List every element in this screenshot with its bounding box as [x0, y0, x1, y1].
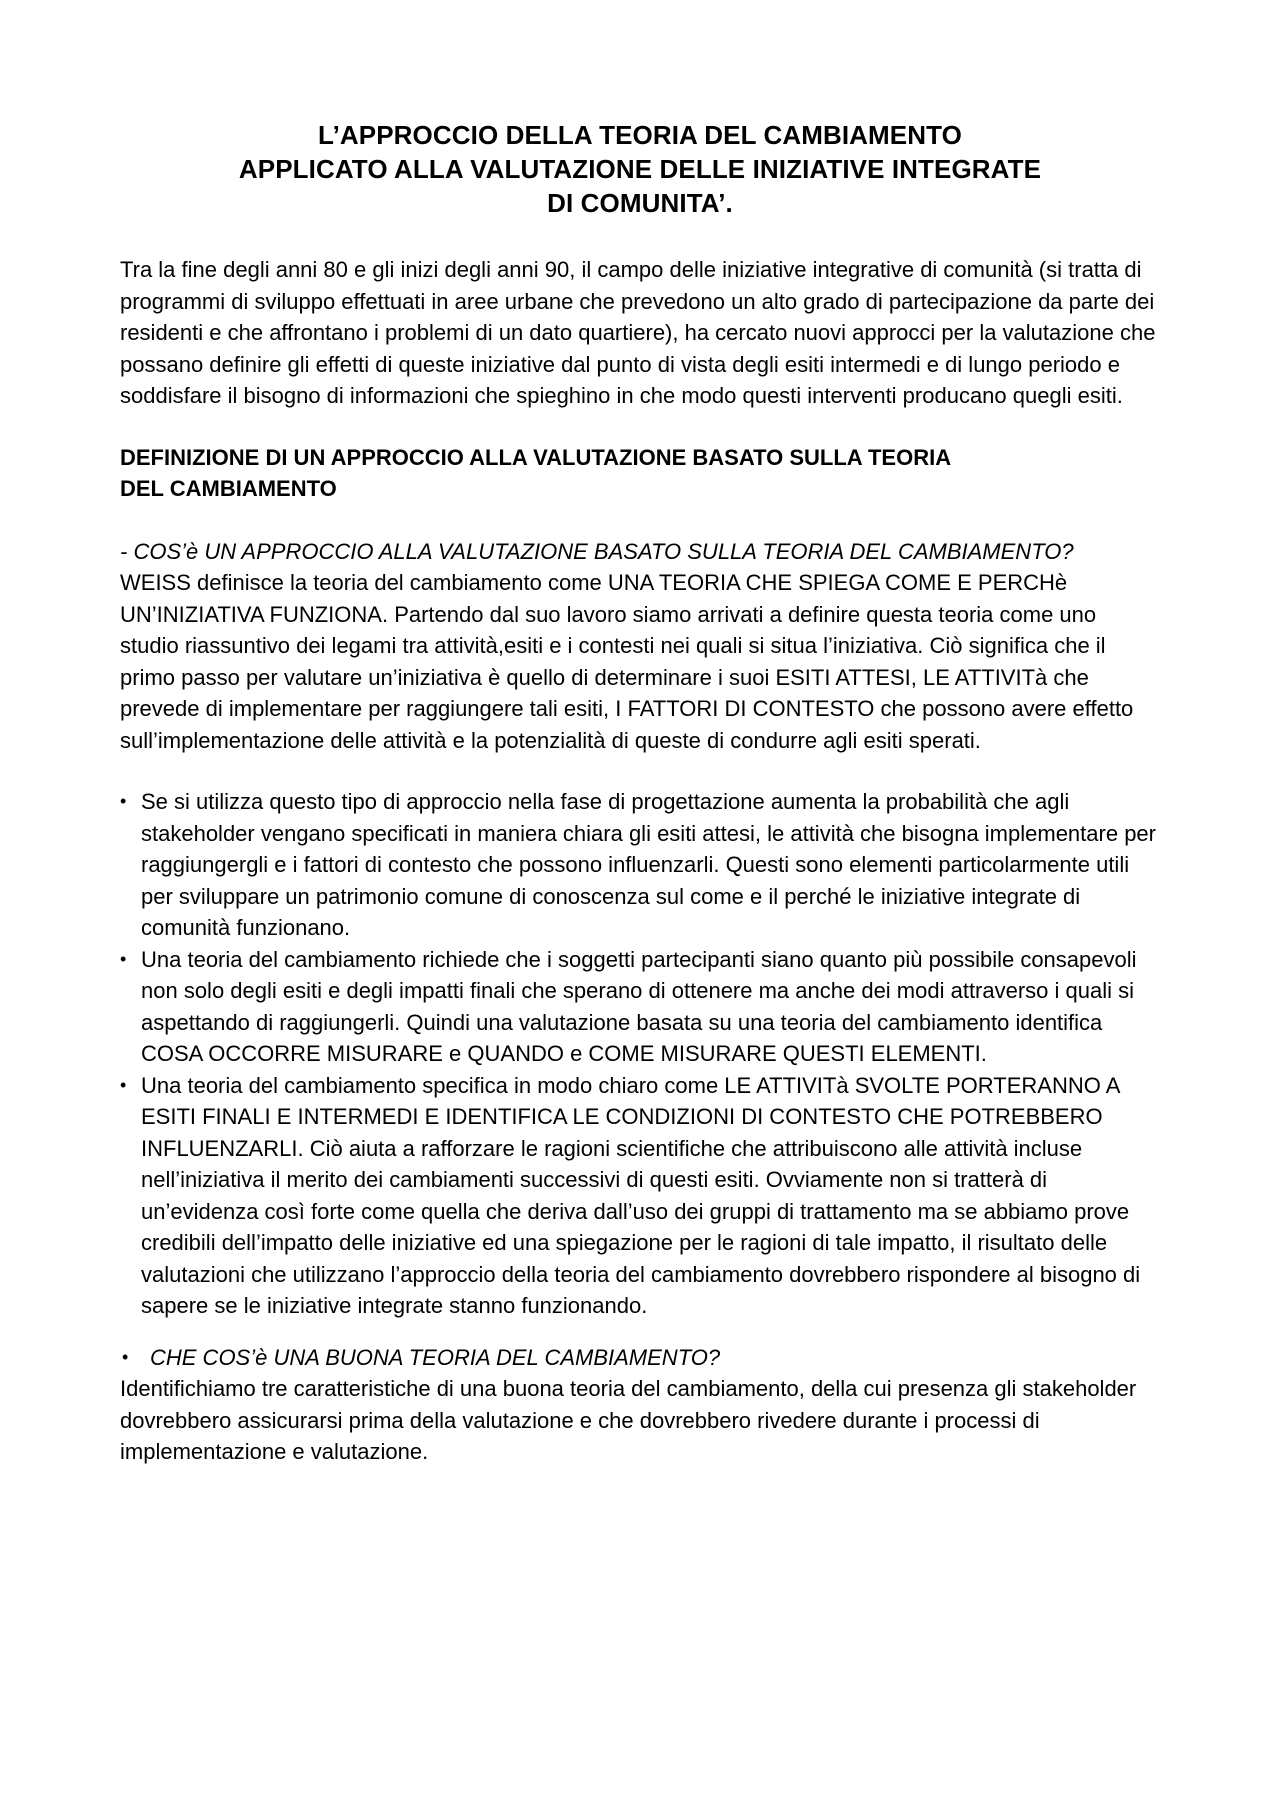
list-item-text: Se si utilizza questo tipo di approccio nella fase di progettazione aumenta la probabilità che agli stakeholder vengano specificati in maniera chiara gli esiti attesi, le attività che bisogna implementare per raggiungergli e i fattori di contesto che possono influenzarli. Questi sono elementi particolarmente utili per sviluppare un patrimonio comune di conoscenza sul come e il perché le iniziative integrate di comunità funzionano. — [141, 789, 1156, 940]
title-line-1: L’APPROCCIO DELLA TEORIA DEL CAMBIAMENTO — [318, 120, 962, 150]
question-good-theory-text: CHE COS’è UNA BUONA TEORIA DEL CAMBIAMENTO? — [150, 1344, 721, 1370]
title-line-3: DI COMUNITA’. — [547, 188, 733, 218]
document-title — [120, 118, 1160, 220]
bullet-icon: • — [120, 791, 127, 811]
closing-paragraph: Identifichiamo tre caratteristiche di una buona teoria del cambiamento, della cui presenza gli stakeholder dovrebbero assicurarsi prima della valutazione e che dovrebbero rivedere durante i processi di implementazione e valutazione. — [120, 1376, 1137, 1464]
question-what-is-approach: - COS’è UN APPROCCIO ALLA VALUTAZIONE BASATO SULLA TEORIA DEL CAMBIAMENTO? — [120, 538, 1074, 564]
intro-paragraph: Tra la fine degli anni 80 e gli inizi degli anni 90, il campo delle iniziative integrative di comunità (si tratta di programmi di sviluppo effettuati in aree urbane che prevedono un alto grado di partecipazione da parte dei residenti e che affrontano i problemi di un dato quartiere), ha cercato nuovi approcci per la valutazione che possano definire gli effetti di queste iniziative dal punto di vista degli esiti intermedi e di lungo periodo e soddisfare il bisogno di informazioni che spieghino in che modo questi interventi producano quegli esiti. — [120, 257, 1156, 408]
bullet-icon: • — [120, 948, 127, 969]
list-item-text: Una teoria del cambiamento richiede che i soggetti partecipanti siano quanto più possibile consapevoli non solo degli esiti e degli impatti finali che sperano di ottenere ma anche dei modi attraverso i quali si aspettando di raggiungerli. Quindi una valutazione basata su una teoria del cambiamento identifica COSA OCCORRE MISURARE e QUANDO e COME MISURARE QUESTI ELEMENTI. — [141, 946, 1137, 1066]
bullet-icon: • — [122, 1346, 129, 1367]
section-heading-line-1: DEFINIZIONE DI UN APPROCCIO ALLA VALUTAZIONE BASATO SULLA TEORIA — [120, 444, 952, 470]
question-good-theory — [120, 1342, 1160, 1374]
list-item — [120, 786, 1160, 944]
list-item — [120, 1070, 1160, 1322]
title-line-2: APPLICATO ALLA VALUTAZIONE DELLE INIZIATIVE INTEGRATE — [238, 154, 1042, 184]
list-item-text: Una teoria del cambiamento specifica in modo chiaro come LE ATTIVITà SVOLTE PORTERANNO A ESITI FINALI E INTERMEDI E IDENTIFICA LE CONDIZIONI DI CONTESTO CHE POTREBBERO INFLUENZARLI. Ciò aiuta a rafforzare le ragioni scientifiche che attribuiscono alle attività incluse nell’iniziativa il merito dei cambiamenti successivi di questi esiti. Ovviamente non si tratterà di un’evidenza così forte come quella che deriva dall’uso dei gruppi di trattamento ma se abbiamo prove credibili dell’impatto delle iniziative ed una spiegazione per le ragioni di tale impatto, il risultato delle valutazioni che utilizzano l’approccio della teoria del cambiamento dovrebbero rispondere al bisogno di sapere se le iniziative integrate stanno funzionando. — [141, 1072, 1141, 1318]
list-item — [120, 944, 1160, 1070]
bullet-icon: • — [120, 1074, 127, 1095]
bullet-list — [120, 786, 1160, 1322]
section-heading-line-2: DEL CAMBIAMENTO — [120, 476, 337, 501]
definition-paragraph: WEISS definisce la teoria del cambiamento come UNA TEORIA CHE SPIEGA COME E PERCHè UN’INIZIATIVA FUNZIONA. Partendo dal suo lavoro siamo arrivati a definire questa teoria come uno studio riassuntivo dei legami tra attività,esiti e i contesti nei quali si situa l’iniziativa. Ciò significa che il primo passo per valutare un’iniziativa è quello di determinare i suoi ESITI ATTESI, LE ATTIVITà che prevede di implementare per raggiungere tali esiti, I FATTORI DI CONTESTO che possono avere effetto sull’implementazione delle attività e la potenzialità di queste di condurre agli esiti sperati. — [120, 570, 1134, 753]
section-heading — [120, 442, 1160, 505]
document-page — [120, 118, 1160, 1468]
